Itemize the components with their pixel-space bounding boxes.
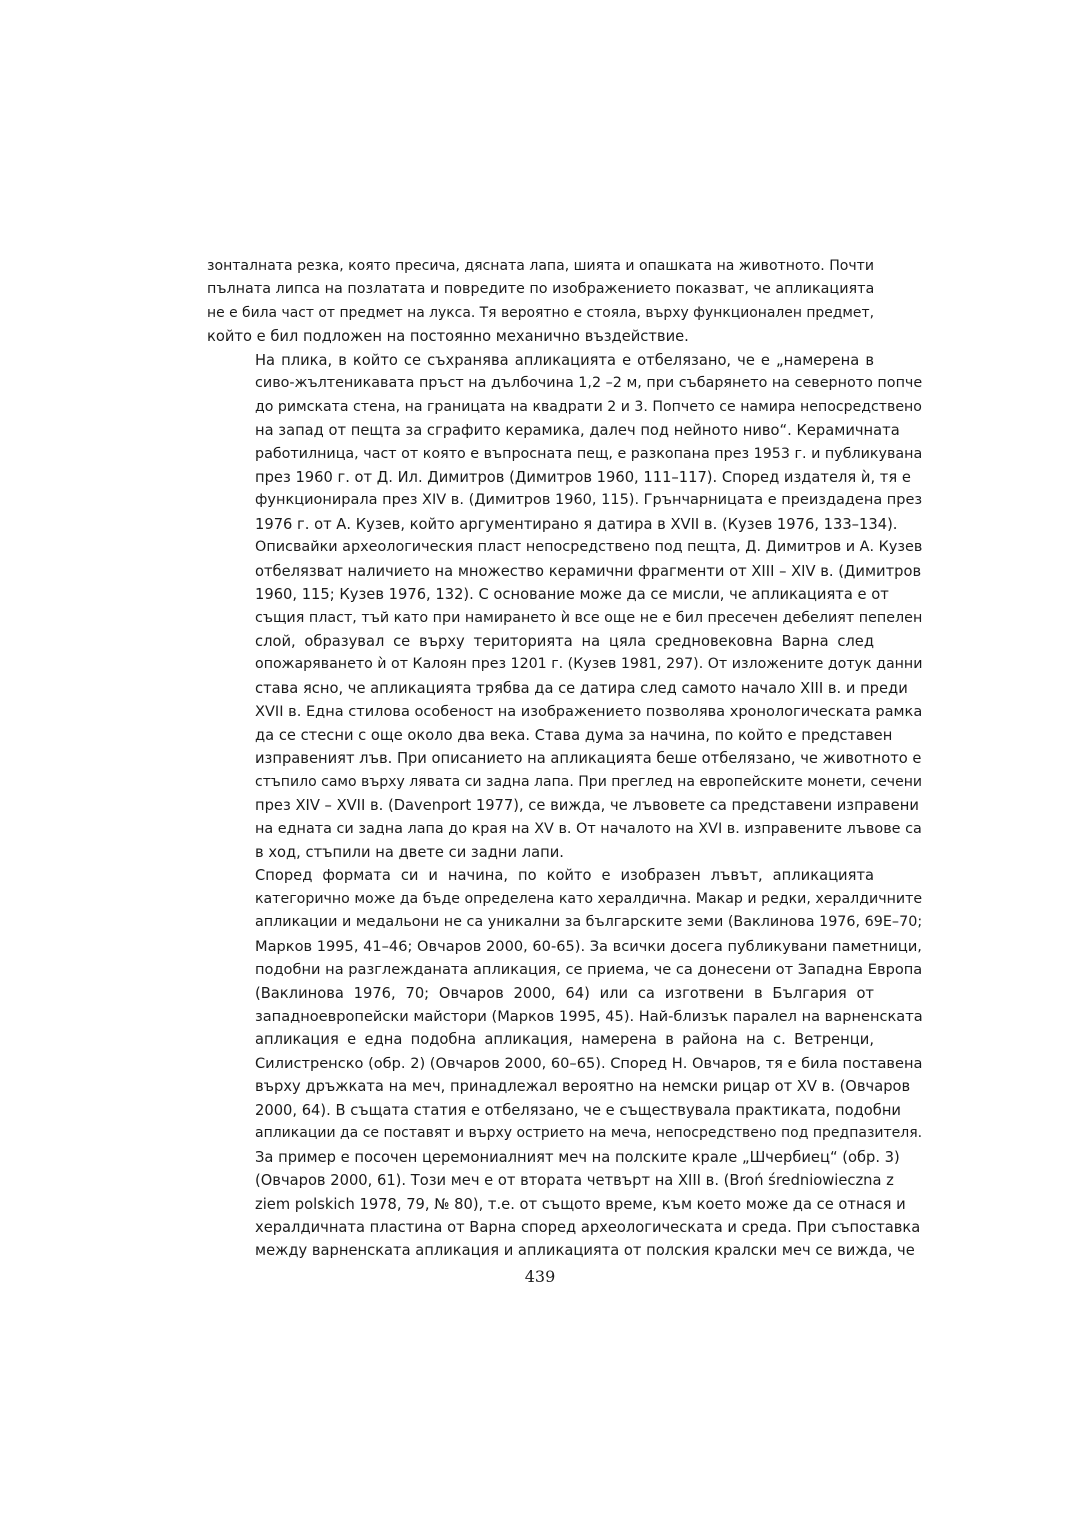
paragraph: [207, 864, 923, 1262]
text-line: XVII в. Една стилова особеност на изображението позволява хронологическата рамка: [255, 703, 923, 721]
text-line: през XIV – XVII в. (Davenport 1977), се вижда, че лъвовете са представени изправени: [255, 797, 919, 815]
text-line: Марков 1995, 41–46; Овчаров 2000, 60-65). За всички досега публикувани паметници,: [255, 937, 922, 955]
text-line: западноевропейски майстори (Марков 1995, 45). Най-близък паралел на варненската: [255, 1008, 923, 1025]
text-line: 1976 г. от А. Кузев, който аргументирано я датира в XVII в. (Кузев 1976, 133–134).: [255, 515, 898, 533]
text-line: Силистренско (обр. 2) (Овчаров 2000, 60–65). Според Н. Овчаров, тя е била поставена: [255, 1054, 923, 1072]
text-line: да се стесни с още около два века. Става дума за начина, по който е представен: [255, 726, 893, 744]
text-line: до римската стена, на границата на квадрати 2 и 3. Попчето се намира непосредствено: [255, 398, 922, 415]
text-line: на запад от пещта за сграфито керамика, далеч под нейното ниво“. Керамичната: [255, 422, 900, 440]
text-line: зонталната резка, която пресича, дясната лапа, шията и опашката на животното. Почти: [207, 258, 874, 274]
body-text: [207, 255, 923, 1263]
text-line: Според формата си и начина, по който е изобразен лъвът, апликацията: [255, 867, 874, 885]
text-line: Описвайки археологическия пласт непосредствено под пещта, Д. Димитров и А. Кузев: [255, 539, 923, 556]
text-line: 1960, 115; Кузев 1976, 132). С основание може да се мисли, че апликацията е от: [255, 586, 889, 604]
text-line: работилница, част от която е въпросната пещ, е разкопана през 1953 г. и публикувана: [255, 445, 923, 462]
text-line: опожаряването ѝ от Калоян през 1201 г. (Кузев 1981, 297). От изложените дотук данни: [255, 656, 923, 673]
text-line: (Овчаров 2000, 61). Този меч е от втората четвърт на XIII в. (Broń średniowieczna z: [255, 1172, 894, 1190]
text-line: хералдичната пластина от Варна според археологическата и среда. При съпоставка: [255, 1218, 921, 1236]
text-line: през 1960 г. от Д. Ил. Димитров (Димитров 1960, 111–117). Според издателя ѝ, тя е: [255, 468, 911, 486]
text-line: подобни на разглежданата апликация, се приема, че са донесени от Западна Европа: [255, 961, 923, 979]
text-line: на едната си задна лапа до края на XV в. От началото на XVI в. изправените лъвове са: [255, 820, 922, 837]
text-line: върху дръжката на меч, принадлежал вероятно на немски рицар от XV в. (Овчаров: [255, 1078, 911, 1096]
text-line: отбелязват наличието на множество керамични фрагменти от XIII – XIV в. (Димитров: [255, 562, 922, 580]
text-line: ziem polskich 1978, 79, № 80), т.е. от същото време, към което може да се отнася и: [255, 1195, 906, 1213]
text-line: между варненската апликация и апликацията от полския кралски меч се вижда, че: [255, 1242, 915, 1260]
text-line: На плика, в който се съхранява апликацията е отбелязано, че е „намерена в: [255, 351, 874, 369]
text-line: 2000, 64). В същата статия е отбелязано, че е съществувала практиката, подобни: [255, 1101, 901, 1119]
text-line: (Ваклинова 1976, 70; Овчаров 2000, 64) или са изготвени в България от: [255, 984, 874, 1002]
text-line: не е била част от предмет на лукса. Тя вероятно е стояла, върху функционален предмет,: [207, 304, 874, 321]
text-line: апликация е една подобна апликация, намерена в района на с. Ветренци,: [255, 1031, 874, 1049]
text-line: слой, образувал се върху територията на цяла средновековна Варна след: [255, 633, 874, 650]
text-line: в ход, стъпили на двете си задни лапи.: [255, 843, 564, 861]
text-line: За пример е посочен церемониалният меч на полските крале „Шчербиец“ (обр. 3): [255, 1148, 900, 1166]
text-line: функционирала през XIV в. (Димитров 1960, 115). Грънчарницата е преиздадена през: [255, 492, 923, 509]
text-line: стъпило само върху лявата си задна лапа. При преглед на европейските монети, сечени: [255, 773, 923, 790]
text-line: апликации и медальони не са уникални за българските земи (Ваклинова 1976, 69E–70;: [255, 914, 923, 931]
text-line: категорично може да бъде определена като хералдична. Макар и редки, хералдичните: [255, 890, 923, 907]
text-line: който е бил подложен на постоянно механично въздействие.: [207, 328, 689, 346]
text-line: апликации да се поставят и върху острието на меча, непосредствено под предпазителя.: [255, 1125, 923, 1142]
paragraph: [207, 349, 923, 865]
text-line: става ясно, че апликацията трябва да се датира след самото начало XIII в. и преди: [255, 679, 908, 697]
text-line: сиво-жълтеникавата пръст на дълбочина 1,2 –2 м, при събарянето на северното попче: [255, 375, 923, 392]
paragraph: [207, 255, 874, 349]
text-line: изправеният лъв. При описанието на апликацията беше отбелязано, че животното е: [255, 750, 922, 768]
page-number: 439: [524, 1267, 556, 1286]
text-line: пълната липса на позлатата и повредите по изображението показват, че апликацията: [207, 281, 875, 298]
text-line: същия пласт, тъй като при намирането ѝ все още не е бил пресечен дебелият пепелен: [255, 609, 923, 626]
